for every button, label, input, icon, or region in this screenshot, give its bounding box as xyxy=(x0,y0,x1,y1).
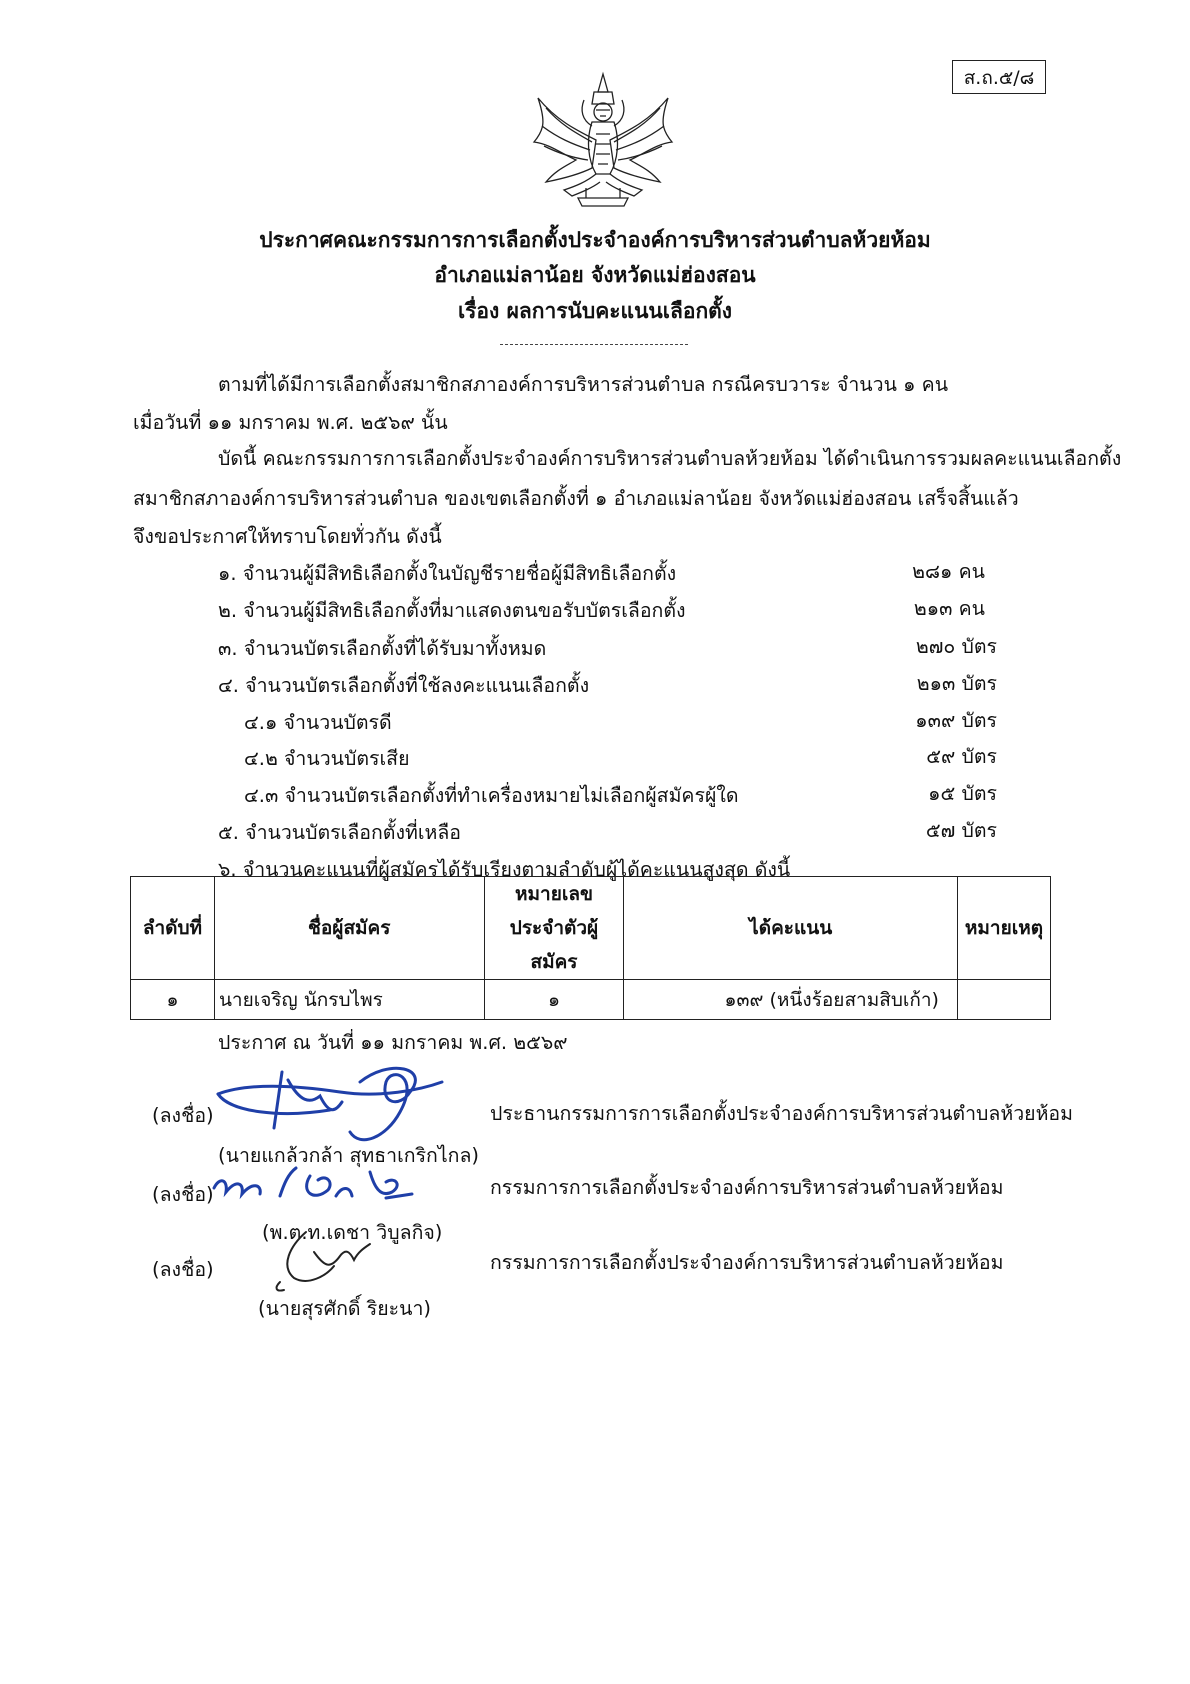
item-4-2-label: ๔.๒ จำนวนบัตรเสีย xyxy=(244,747,410,770)
form-code-box: ส.ถ.๕/๘ xyxy=(952,60,1046,94)
signatory-2-name: (พ.ต.ท.เดชา วิบูลกิจ) xyxy=(262,1221,443,1244)
paragraph-1-line-1: ตามที่ได้มีการเลือกตั้งสมาชิกสภาองค์การบริหารส่วนตำบล กรณีครบวาระ จำนวน ๑ คน xyxy=(218,373,949,396)
signature-2 xyxy=(210,1162,420,1222)
paragraph-1-line-2: เมื่อวันที่ ๑๑ มกราคม พ.ศ. ๒๕๖๙ นั้น xyxy=(133,411,448,434)
paragraph-2-line-2: สมาชิกสภาองค์การบริหารส่วนตำบล ของเขตเลือกตั้งที่ ๑ อำเภอแม่ลาน้อย จังหวัดแม่ฮ่องสอน เสร็จสิ้นแล้ว xyxy=(133,487,1019,510)
item-1-label: ๑. จำนวนผู้มีสิทธิเลือกตั้งในบัญชีรายชื่อผู้มีสิทธิเลือกตั้ง xyxy=(218,562,677,585)
row-votes: ๑๓๙ (หนึ่งร้อยสามสิบเก้า) xyxy=(624,980,958,1020)
row-rank: ๑ xyxy=(131,980,215,1020)
signatory-2-position: กรรมการการเลือกตั้งประจำองค์การบริหารส่วนตำบลห้วยห้อม xyxy=(490,1176,1004,1199)
item-2-label: ๒. จำนวนผู้มีสิทธิเลือกตั้งที่มาแสดงตนขอรับบัตรเลือกตั้ง xyxy=(218,599,686,622)
header-number-line-1: หมายเลข xyxy=(515,883,593,905)
header-divider xyxy=(500,344,688,345)
announce-date: ประกาศ ณ วันที่ ๑๑ มกราคม พ.ศ. ๒๕๖๙ xyxy=(218,1031,568,1054)
signatory-1-position: ประธานกรรมการการเลือกตั้งประจำองค์การบริหารส่วนตำบลห้วยห้อม xyxy=(490,1102,1074,1125)
header-line-2: อำเภอแม่ลาน้อย จังหวัดแม่ฮ่องสอน xyxy=(434,263,756,287)
signatory-3-name: (นายสุรศักดิ์ ริยะนา) xyxy=(258,1297,431,1320)
header-rank: ลำดับที่ xyxy=(131,877,215,980)
item-6-label: ๖. จำนวนคะแนนที่ผู้สมัครได้รับเรียงตามลำดับผู้ได้คะแนนสูงสุด ดังนี้ xyxy=(218,858,791,881)
sign-label-3: (ลงชื่อ) xyxy=(152,1258,214,1281)
item-4-1-value: ๑๓๙ บัตร xyxy=(915,709,997,732)
sign-label-1: (ลงชื่อ) xyxy=(152,1104,214,1127)
header-remark: หมายเหตุ xyxy=(957,877,1050,980)
garuda-emblem xyxy=(516,70,690,208)
item-5-label: ๕. จำนวนบัตรเลือกตั้งที่เหลือ xyxy=(218,821,462,844)
signatory-1-name: (นายแกล้วกล้า สุทธาเกริกไกล) xyxy=(218,1144,480,1167)
paragraph-2-line-3: จึงขอประกาศให้ทราบโดยทั่วกัน ดังนี้ xyxy=(133,525,442,548)
signatory-3-position: กรรมการการเลือกตั้งประจำองค์การบริหารส่วนตำบลห้วยห้อม xyxy=(490,1251,1004,1274)
item-5-value: ๕๗ บัตร xyxy=(925,819,997,842)
item-2-value: ๒๑๓ คน xyxy=(913,597,985,620)
header-candidate-number xyxy=(484,877,624,980)
sign-label-2: (ลงชื่อ) xyxy=(152,1183,214,1206)
table-header-row xyxy=(131,877,1051,980)
item-1-value: ๒๘๑ คน xyxy=(912,560,985,583)
header-line-3: เรื่อง ผลการนับคะแนนเลือกตั้ง xyxy=(457,299,733,323)
header-votes: ได้คะแนน xyxy=(624,877,958,980)
item-4-3-label: ๔.๓ จำนวนบัตรเลือกตั้งที่ทำเครื่องหมายไม่เลือกผู้สมัครผู้ใด xyxy=(244,784,739,807)
item-4-label: ๔. จำนวนบัตรเลือกตั้งที่ใช้ลงคะแนนเลือกตั้ง xyxy=(218,674,590,697)
row-candidate-name: นายเจริญ นักรบไพร xyxy=(214,980,484,1020)
item-4-3-value: ๑๕ บัตร xyxy=(928,782,997,805)
header-number-line-2: ประจำตัวผู้สมัคร xyxy=(509,917,599,973)
header-candidate-name: ชื่อผู้สมัคร xyxy=(214,877,484,980)
signature-3 xyxy=(250,1226,380,1296)
table-row xyxy=(131,980,1051,1020)
row-remark xyxy=(957,980,1050,1020)
results-table xyxy=(130,876,1051,1020)
item-4-1-label: ๔.๑ จำนวนบัตรดี xyxy=(244,711,392,734)
item-4-value: ๒๑๓ บัตร xyxy=(916,672,997,695)
item-3-value: ๒๗๐ บัตร xyxy=(915,635,997,658)
paragraph-2-line-1: บัดนี้ คณะกรรมการการเลือกตั้งประจำองค์การบริหารส่วนตำบลห้วยห้อม ได้ดำเนินการรวมผลคะแนนเลือกตั้ง xyxy=(218,447,1122,470)
row-candidate-number: ๑ xyxy=(484,980,624,1020)
item-4-2-value: ๕๙ บัตร xyxy=(926,745,997,768)
header-line-1: ประกาศคณะกรรมการการเลือกตั้งประจำองค์การบริหารส่วนตำบลห้วยห้อม xyxy=(259,228,931,252)
item-3-label: ๓. จำนวนบัตรเลือกตั้งที่ได้รับมาทั้งหมด xyxy=(218,637,547,660)
